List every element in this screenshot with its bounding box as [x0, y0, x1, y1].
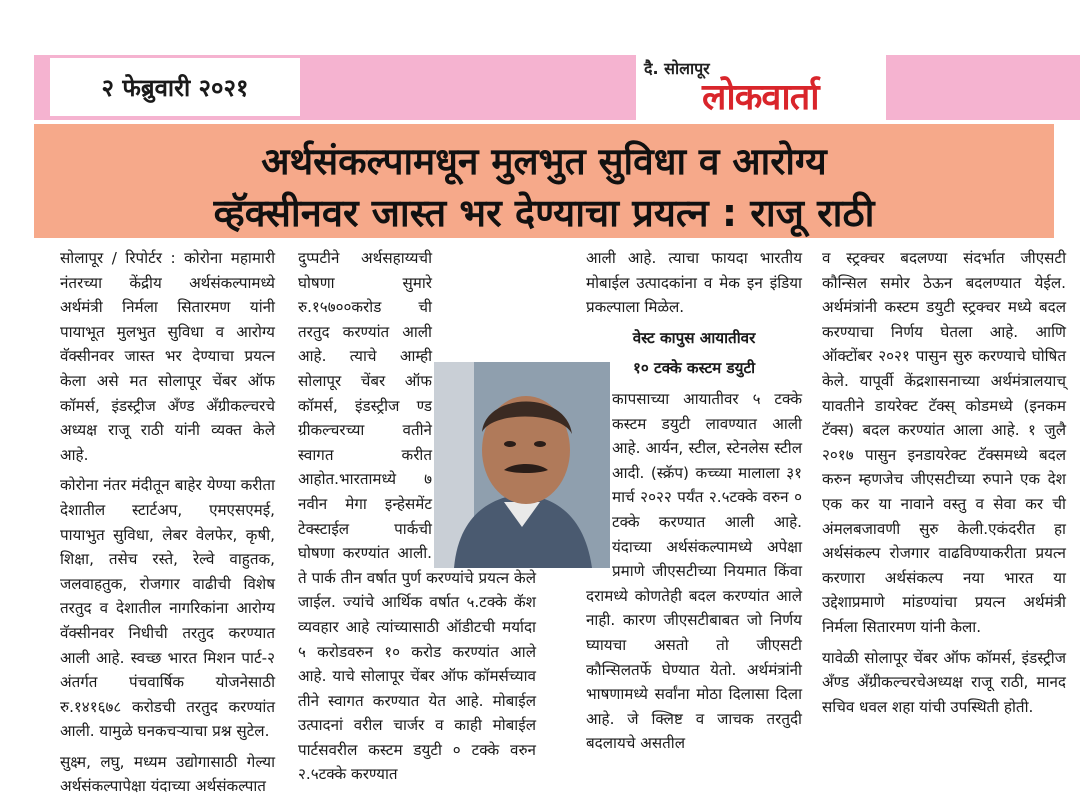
- publication-date: २ फेब्रुवारी २०२१: [101, 73, 249, 102]
- article-paragraph: कापसाच्या आयातीवर ५ टक्के कस्टम डयुटी लावण्यात आली आहे. आर्यन, स्टील, स्टेनलेस स्टील आदी. (स्क्रॅप) कच्च्या मालाला ३१ मार्च २०२२ पर्यंत २.५टक्के वरुन ० टक्के करण्यात आली आहे. यंदाच्या अर्थसंकल्पामध्ये अपेक्षा प्रमाणे जीएसटीच्या नियमात किंवा दरामध्ये कोणतेही बदल करण्यांत आले नाही. कारण जीएसटीबाबत जो निर्णय घ्यायचा असतो तो जीएसटी कौन्सिलतर्फे घेण्यात येतो. अर्थमंत्रांनी भाषणामध्ये सर्वांना मोठा दिलासा दिला आहे. जे क्लिष्ट व जाचक तरतुदी बदलायचे असतील: [586, 389, 802, 753]
- article-paragraph: व स्ट्रक्चर बदलण्या संदर्भात जीएसटी कौन्सिल समोर ठेऊन बदलण्यात येईल. अर्थमंत्रांनी कस्टम डयुटी स्ट्रक्चर मध्ये बदल करण्याचा निर्णय घेतला आहे. आणि ऑक्टोंबर २०२१ पासुन सुरु करण्याचे घोषित केले. यापूर्वी केंद्रशासनाच्या अर्थमंत्रालयाच् यावतीने डायरेक्ट टॅक्स् कोडमध्ये (इनकम टॅक्स) बदल करण्यांत आला आहे. १ जुलै २०१७ पासुन इनडायरेक्ट टॅक्समध्ये बदल करुन म्हणजेच जीएसटीच्या रुपाने एक देश एक कर या नावाने वस्तु व सेवा कर ची अंमलबजावणी सुरु केली.एकंदरीत हा अर्थसंकल्प रोजगार वाढविण्याकरीता प्रयत्न करणारा अर्थसंकल्प नया भारत या उद्देशाप्रमाणे मांडण्यांचा प्रयत्न अर्थमंत्री निर्मला सितारमण यांनी केला.: [822, 249, 1066, 636]
- article-paragraph: सुक्ष्म, लघु, मध्यम उद्योगासाठी गेल्या अर्थसंकल्पापेक्षा यंदाच्या अर्थसंकल्पात: [60, 752, 275, 796]
- paper-city: दै. सोलापूर: [644, 59, 710, 78]
- article-paragraph: आली आहे. त्याचा फायदा भारतीय मोबाईल उत्पादकांना व मेक इन इंडिया प्रकल्पाला मिळेल.: [586, 249, 802, 317]
- portrait-photo: [434, 362, 610, 568]
- article-column-4: [822, 246, 1066, 751]
- article-paragraph: यावेळी सोलापूर चेंबर ऑफ कॉमर्स, इंडस्ट्रीज अँण्ड अँग्रीकल्चरचेअध्यक्ष राजू राठी, मानद सचिव धवल शहा यांची उपस्थिती होती.: [822, 648, 1066, 716]
- headline-banner: [34, 124, 1054, 238]
- article-paragraph: कोरोना नंतर मंदीतून बाहेर येण्या करीता देशातील स्टार्टअप, एमएसएमई, पायाभुत सुविधा, लेबर वेलफेर, कृषी, शिक्षा, तसेच रस्ते, रेल्वे वाहुतक, जलवाहतुक, रोजगार वाढीची विशेष तरतुद व देशातील नागरिकांना आरोग्य वॅक्सीनवर निधीची तरतुद करण्यात आली आहे. स्वच्छ भारत मिशन पार्ट-२ अंतर्गत पंचवार्षिक योजनेसाठी रु.१४१६७८ करोडची तरतुद करण्यांत आली. यामुळे घनकचऱ्याचा प्रश्न सुटेल.: [60, 476, 275, 741]
- newspaper-masthead: [636, 55, 886, 120]
- article-paragraph: दुप्पटीने अर्थसहाय्यची घोषणा सुमारे रु.१५७००करोड ची तरतुद करण्यांत आली आहे. त्याचे आम्ही सोलापूर चेंबर ऑफ कॉमर्स, इंडस्ट्रीज ण्ड ग्रीकल्चरच्या वतीने स्वागत करीत आहोत.भारतामध्ये ७ नवीन मेगा इन्हेसमेंट टेक्स्टाईल पार्कची घोषणा करण्यांत आली. ते पार्क तीन वर्षात पुर्ण करण्यांचे प्रयत्न केले जाईल. ज्यांचे आर्थिक वर्षात ५.टक्के कॅश व्यवहार आहे त्यांच्यासाठी ऑडीटची मर्यादा ५ करोडवरुन १० करोड करण्यांत आले आहे. याचे सोलापूर चेंबर ऑफ कॉमर्सच्याव तीने स्वागत करण्यात येत आहे. मोबाईल उत्पादनां वरील चार्जर व काही मोबाईल पार्टसवरील कस्टम डयुटी ० टक्के वरुन २.५टक्के करण्यात: [298, 249, 536, 784]
- portrait-image: [434, 362, 610, 568]
- article-paragraph: सोलापूर / रिपोर्टर : कोरोना महामारी नंतरच्या केंद्रीय अर्थसंकल्पामध्ये अर्थमंत्री निर्मला सितारमण यांनी पायाभूत मुलभुत सुविधा व आरोग्य वॅक्सीनवर जास्त भर देण्याचा प्रयत्न केला असे मत सोलापूर चेंबर ऑफ कॉमर्स, इंडस्ट्रीज अँण्ड अँग्रीकल्चरचे अध्यक्ष राजू राठी यांनी व्यक्त केले आहे.: [60, 249, 275, 464]
- headline-line-1: अर्थसंकल्पामधून मुलभुत सुविधा व आरोग्य: [261, 140, 827, 183]
- article-column-1: [60, 246, 275, 796]
- date-box: [50, 58, 300, 116]
- subheading-1: वेस्ट कापुस आयातीवर: [632, 328, 756, 347]
- article-column-3: [586, 246, 802, 751]
- paper-name-logo: लोकवार्ता: [702, 77, 819, 118]
- headline-line-2: व्हॅक्सीनवर जास्त भर देण्याचा प्रयत्न : राजू राठी: [213, 191, 875, 235]
- subheading-2: १० टक्के कस्टम डयुटी: [632, 359, 756, 378]
